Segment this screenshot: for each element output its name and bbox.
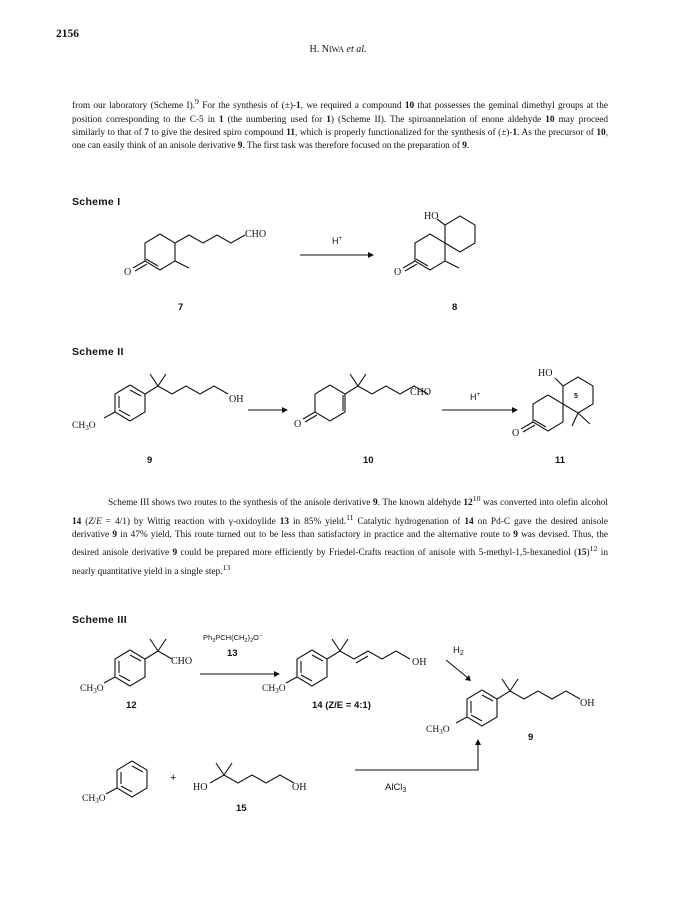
s3-plus: + xyxy=(170,772,177,784)
s3-oh-14: OH xyxy=(412,657,427,668)
compound-label-11: 11 xyxy=(555,455,566,466)
s1-o-label-8: O xyxy=(394,267,402,278)
s1-ho-label: HO xyxy=(424,211,439,222)
s3-ho-15: HO xyxy=(193,782,208,793)
s2-o-label-11: O xyxy=(512,428,520,439)
scheme-3-title: Scheme III xyxy=(72,614,127,626)
compound-label-14: 14 (Z/E = 4:1) xyxy=(312,700,371,711)
s3-ch3o-12: $CH_3O$ xyxy=(80,684,104,695)
anisole-structure xyxy=(106,761,147,797)
compound-7-structure xyxy=(133,234,245,271)
compound-label-8: 8 xyxy=(452,302,458,313)
scheme-3-diagram xyxy=(0,625,676,825)
s3-h2-reagent: $H_2$ xyxy=(453,645,464,657)
s3-oh-15: OH xyxy=(292,782,307,793)
s3-wittig-num: 13 xyxy=(227,648,238,659)
s2-ho-label: HO xyxy=(538,368,553,379)
s1-cho-label: CHO xyxy=(245,229,267,240)
s3-alcl3-reagent: AlCl$_3$ xyxy=(385,782,407,794)
page-number: 2156 xyxy=(56,28,79,40)
compound-9-structure xyxy=(104,374,228,421)
s3-wittig-reagent: $Ph_3PCH(CH_2)_2O^-$ xyxy=(203,633,263,644)
s2-c5-label: 5 xyxy=(574,393,578,400)
s3-ch3o-9: $CH_3O$ xyxy=(426,725,450,736)
s3-oh-9: OH xyxy=(580,698,595,709)
paragraph-intro: from our laboratory (Scheme I).$^9$ For the synthesis of (±)-1, we required a compound 10 that possesses the geminal dimethyl groups at the position corresponding to the C-5 in 1 (the numbering used for 1) (Scheme II). The spiroannelation of enone aldehyde 10 may proceed similarly to that of 7 to give the desired spiro compound 11, which is properly functionalized for the synthesis of (±)-1. As the precursor of 10, one can easily think of an anisole derivative 9. The first task was therefore focused on the preparation of 9. xyxy=(72,97,609,152)
s3-ch3o-anisole: $CH_3O$ xyxy=(82,794,106,805)
compound-12-structure xyxy=(104,639,172,686)
compound-8-structure xyxy=(403,216,475,271)
s2-ch3o-label: $CH_3O$ xyxy=(72,421,96,432)
s2-o-label-10: O xyxy=(294,419,302,430)
compound-9-product-structure xyxy=(456,679,580,726)
scheme-2-diagram xyxy=(0,360,676,470)
compound-label-9-product: 9 xyxy=(528,732,534,743)
compound-label-12: 12 xyxy=(126,700,137,711)
compound-11-structure xyxy=(521,377,593,432)
compound-label-15: 15 xyxy=(236,803,247,814)
s1-o-label-7: O xyxy=(124,267,132,278)
paragraph-scheme-3-discussion: Scheme III shows two routes to the synthesis of the anisole derivative 9. The known aldehyde $12^{10}$ was converted into olefin alcohol 14 (Z/E = 4/1) by Wittig reaction with γ-oxidoylide 13 in 85% yield.$^{11}$ Catalytic hydrogenation of 14 on Pd-C gave the desired anisole derivative 9 in 47% yield. This route turned out to be less than satisfactory in practice and the alternative route to 9 was devised. Thus, the desired anisole derivative 9 could be prepared more efficiently by Friedel-Crafts reaction of anisole with 5-methyl-1,5-hexanediol $(15)^{12}$ in nearly quantitative yield in a single step.$^{13}$ xyxy=(72,494,608,577)
s2-oh-label: OH xyxy=(229,394,244,405)
compound-label-9: 9 xyxy=(147,455,153,466)
s1-reagent: H+ xyxy=(332,236,343,246)
scheme-1-diagram xyxy=(0,205,676,315)
compound-15-structure xyxy=(210,763,294,783)
s2-cho-label: CHO xyxy=(410,387,432,398)
compound-10-structure xyxy=(303,374,428,422)
scheme-2-title: Scheme II xyxy=(72,346,124,358)
compound-label-10: 10 xyxy=(363,455,374,466)
svg-text:H+: H+ xyxy=(470,392,481,402)
s3-ch3o-14: $CH_3O$ xyxy=(262,684,286,695)
compound-label-7: 7 xyxy=(178,302,184,313)
scheme-1-title: Scheme I xyxy=(72,196,121,208)
compound-14-structure xyxy=(286,639,410,686)
s3-cho-label: CHO xyxy=(171,656,193,667)
running-head: H. NIWA et al. xyxy=(309,44,367,55)
